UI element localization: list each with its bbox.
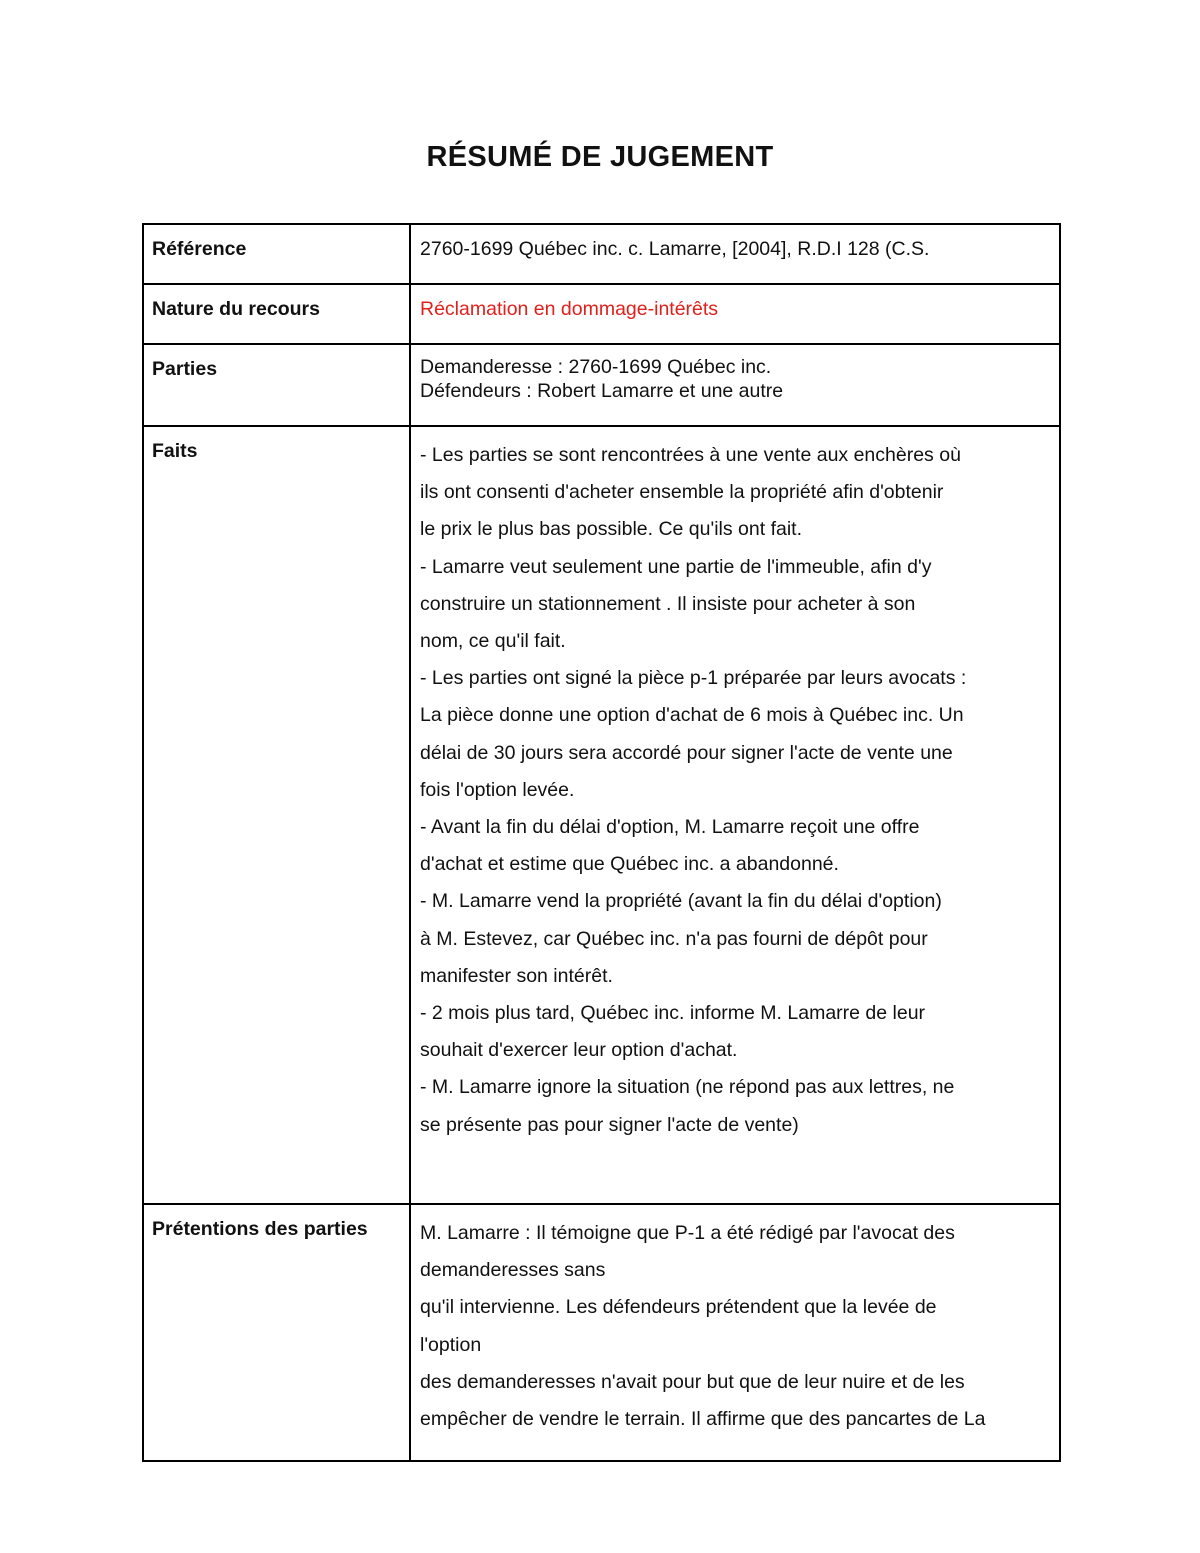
faits-line: - Les parties ont signé la pièce p-1 préparée par leurs avocats : [420, 667, 967, 690]
table-row-reference [143, 224, 1060, 284]
faits-line: le prix le plus bas possible. Ce qu'ils ont fait. [420, 518, 803, 541]
parties-line-plaintiff: Demanderesse : 2760-1699 Québec inc. [420, 356, 772, 378]
faits-line: délai de 30 jours sera accordé pour signer l'acte de vente une [420, 741, 953, 764]
pretentions-line: des demanderesses n'avait pour but que de leur nuire et de les [420, 1370, 965, 1393]
parties-value [410, 344, 1060, 426]
faits-line: construire un stationnement . Il insiste pour acheter à son [420, 592, 916, 615]
faits-line: - Avant la fin du délai d'option, M. Lamarre reçoit une offre [420, 816, 920, 839]
faits-line: se présente pas pour signer l'acte de vente) [420, 1113, 799, 1136]
pretentions-line: demanderesses sans [420, 1259, 606, 1282]
pretentions-label: Prétentions des parties [143, 1204, 410, 1461]
table-row-faits [143, 426, 1060, 1204]
pretentions-line: qu'il intervienne. Les défendeurs prétendent que la levée de [420, 1296, 937, 1319]
faits-line: d'achat et estime que Québec inc. a abandonné. [420, 853, 839, 876]
pretentions-value [410, 1204, 1060, 1461]
pretentions-line: l'option [420, 1333, 482, 1356]
faits-value [410, 426, 1060, 1204]
faits-line: ils ont consenti d'acheter ensemble la propriété afin d'obtenir [420, 481, 944, 504]
faits-line: fois l'option levée. [420, 778, 575, 801]
parties-line-defendants: Défendeurs : Robert Lamarre et une autre [420, 380, 784, 402]
faits-line: - Les parties se sont rencontrées à une vente aux enchères où [420, 444, 961, 466]
faits-line: - 2 mois plus tard, Québec inc. informe M. Lamarre de leur [420, 1002, 926, 1025]
reference-label: Référence [143, 224, 410, 284]
table-row-parties [143, 344, 1060, 426]
table-row-nature [143, 284, 1060, 344]
nature-value: Réclamation en dommage-intérêts [410, 284, 1060, 344]
faits-line: nom, ce qu'il fait. [420, 630, 566, 653]
faits-line: souhait d'exercer leur option d'achat. [420, 1039, 738, 1062]
faits-line: La pièce donne une option d'achat de 6 mois à Québec inc. Un [420, 704, 964, 727]
faits-line: - Lamarre veut seulement une partie de l'immeuble, afin d'y [420, 555, 932, 578]
faits-line: - M. Lamarre vend la propriété (avant la fin du délai d'option) [420, 890, 942, 913]
faits-line: - M. Lamarre ignore la situation (ne répond pas aux lettres, ne [420, 1076, 955, 1099]
faits-line: à M. Estevez, car Québec inc. n'a pas fourni de dépôt pour [420, 927, 928, 950]
faits-label: Faits [143, 426, 410, 1204]
reference-value: 2760-1699 Québec inc. c. Lamarre, [2004], R.D.I 128 (C.S. [410, 224, 1060, 284]
pretentions-line: M. Lamarre : Il témoigne que P-1 a été rédigé par l'avocat des [420, 1222, 955, 1244]
table-row-pretentions [143, 1204, 1060, 1461]
page-title: RÉSUMÉ DE JUGEMENT [426, 141, 774, 173]
nature-label: Nature du recours [143, 284, 410, 344]
faits-line: manifester son intérêt. [420, 964, 613, 987]
pretentions-line: empêcher de vendre le terrain. Il affirme que des pancartes de La [420, 1408, 986, 1431]
parties-label: Parties [143, 344, 410, 426]
judgment-summary-table [142, 223, 1061, 1462]
